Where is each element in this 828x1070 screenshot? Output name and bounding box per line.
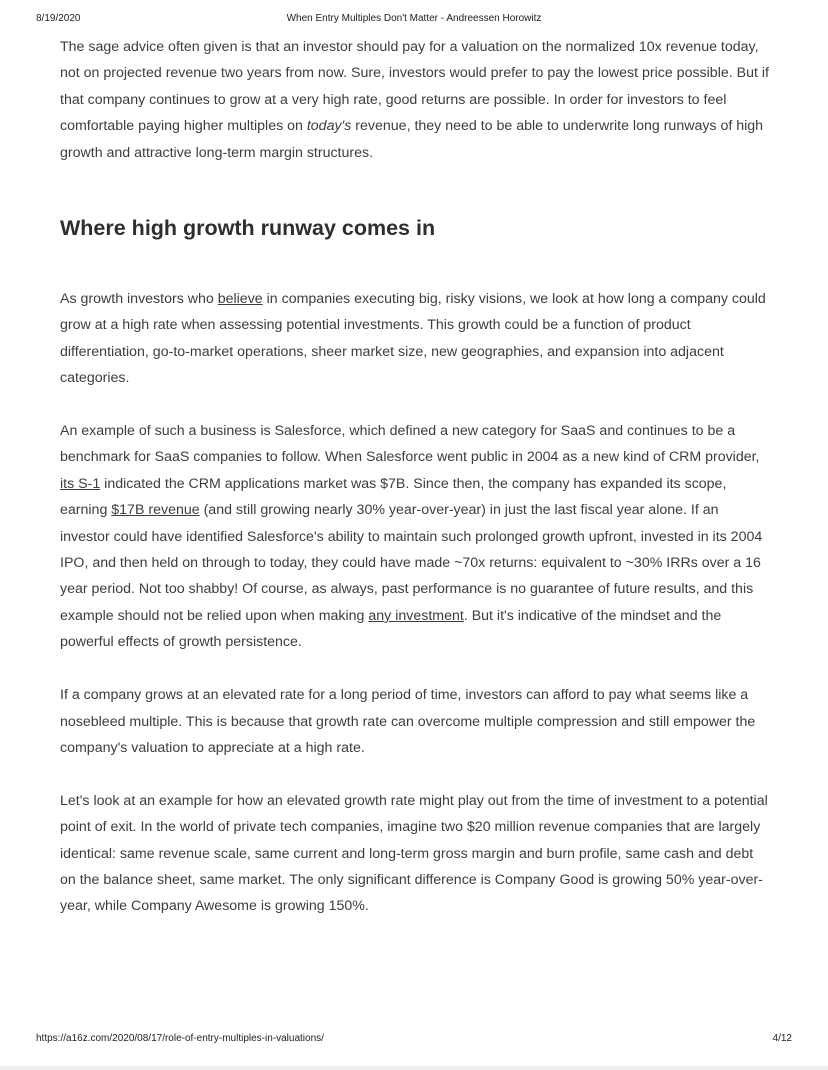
- believe-link[interactable]: believe: [217, 291, 263, 308]
- print-url: https://a16z.com/2020/08/17/role-of-entry-multiples-in-valuations/: [36, 1033, 324, 1044]
- print-footer: [0, 1033, 828, 1047]
- paragraph-text: in companies executing big, risky visions, we look at how long a company could grow at a high rate when assessing potential investments. This growth could be a function of product differentiation, go-to-market operations, sheer market size, new geographies, and expansion into adjacent categories.: [60, 291, 766, 387]
- paragraph-example-companies: Let's look at an example for how an elevated growth rate might play out from the time of investment to a potential point of exit. In the world of private tech companies, imagine two $20 million revenue companies that are largely identical: same revenue scale, same current and long-term gross margin and burn profile, same cash and debt on the balance sheet, same market. The only significant difference is Company Good is growing 50% year-over-year, while Company Awesome is growing 150%.: [60, 792, 768, 915]
- emphasis-text: today's: [306, 118, 352, 135]
- page-divider: [0, 1066, 828, 1070]
- paragraph-text: . But it's indicative of the mindset and the powerful effects of growth persistence.: [60, 607, 722, 651]
- page-number: 4/12: [772, 1033, 792, 1044]
- investment-disclaimer-link[interactable]: any investment: [368, 607, 464, 624]
- paragraph-text: As growth investors who: [60, 291, 218, 308]
- paragraph-text: revenue, they need to be able to underwrite long runways of high growth and attractive long-term margin structures.: [60, 118, 764, 161]
- s1-link[interactable]: its S-1: [60, 475, 101, 492]
- print-title: When Entry Multiples Don't Matter - Andreessen Horowitz: [286, 13, 542, 24]
- paragraph-text: (and still growing nearly 30% year-over-year) in just the last fiscal year alone. If an investor could have identified Salesforce's ability to maintain such prolonged growth upfront, invested in its 2004 IPO, and then held on through to today, they could have made ~70x returns: equivalent to ~30% IRRs over a 16 year period. Not too shabby! Of course, as always, past performance is no guarantee of future results, and this example should not be relied upon when making: [60, 502, 763, 624]
- section-heading: Where high growth runway comes in: [60, 216, 436, 241]
- paragraph-text: The sage advice often given is that an investor should pay for a valuation on the normalized 10x revenue today, not on projected revenue two years from now. Sure, investors would prefer to pay the lowest price possible. But if that company continues to grow at a very high rate, good returns are possible. In order for investors to feel comfortable paying higher multiples on: [60, 39, 769, 135]
- paragraph-text: indicated the CRM applications market was $7B. Since then, the company has expanded its scope, earning: [60, 475, 727, 519]
- revenue-link[interactable]: $17B revenue: [111, 502, 200, 519]
- print-header: [0, 13, 828, 27]
- paragraph-growth-investors: [60, 286, 772, 392]
- print-date: 8/19/2020: [36, 13, 81, 24]
- paragraph-text: An example of such a business is Salesforce, which defined a new category for SaaS and continues to be a benchmark for SaaS companies to follow. When Salesforce went public in 2004 as a new kind of CRM provider,: [60, 423, 760, 466]
- paragraph-salesforce: [60, 418, 772, 656]
- paragraph-nosebleed-multiple: If a company grows at an elevated rate for a long period of time, investors can afford to pay what seems like a nosebleed multiple. This is because that growth rate can overcome multiple compression and still empower the company's valuation to appreciate at a high rate.: [60, 687, 756, 756]
- article-content: [60, 34, 772, 920]
- paragraph-valuation-advice: [60, 34, 772, 166]
